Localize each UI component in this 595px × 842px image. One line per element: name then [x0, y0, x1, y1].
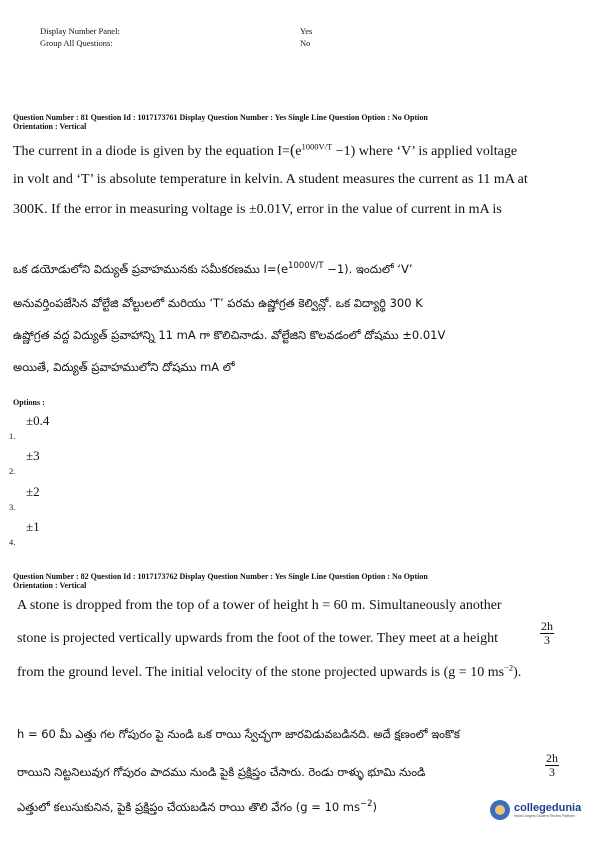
q81-option-1-text[interactable]: ±0.4 — [26, 413, 50, 428]
q81-option-4-text[interactable]: ±1 — [26, 519, 40, 534]
q81-option-4-num: 4. — [9, 537, 16, 547]
q82-te-line2: రాయిని నిట్టనిలువుగ గోపురం పాదము నుండి పైకి ప్రక్షిప్తం చేసారు. రెండు రాళ్ళు భూమి నుండి — [17, 765, 426, 779]
logo-name: collegedunia — [514, 801, 582, 814]
q81-option-2-text[interactable]: ±3 — [26, 448, 40, 463]
q82-en-line2: stone is projected vertically upwards from the foot of the tower. They meet at a height — [17, 631, 499, 646]
q81-te-line3: ఉష్ణోగ్రత వద్ద విద్యుత్ ప్రవాహాన్ని 11 mA గా కొలిచినాడు. వోల్టేజిని కొలవడంలో దోషము ±0.01V — [13, 328, 446, 342]
q82-te-line1: h = 60 మీ ఎత్తు గల గోపురం పై నుండి ఒక రాయి స్వేచ్ఛగా జారవిడువబడినది. అదే క్షణంలో ఇంకొక — [17, 727, 460, 741]
q81-option-3-num: 3. — [9, 502, 16, 512]
q82-en-fraction-numerator: 2h — [541, 619, 553, 633]
q81-option-3-text[interactable]: ±2 — [26, 484, 40, 499]
meta-value-display-number-panel: Yes — [300, 26, 313, 36]
logo-tagline: India's largest Student Review Platform — [514, 813, 575, 818]
q82-te-fraction-denominator: 3 — [549, 765, 555, 779]
q82-en-fraction-denominator: 3 — [544, 633, 550, 647]
q81-te-line1: ఒక డయోడులోని విద్యుత్ ప్రవాహమునకు సమీకరణము $I=(e^{1000V/T} -1)$. ఇందులో ‘V’ — [13, 261, 413, 276]
q82-te-fraction — [545, 752, 559, 779]
q82-te-fraction-numerator: 2h — [546, 751, 558, 765]
meta-value-group-all-questions: No — [300, 38, 311, 48]
meta-label-display-number-panel: Display Number Panel: — [40, 26, 120, 36]
q81-en-line1: The current in a diode is given by the equation $I=(e^{1000V/T} -1)$ where ‘V’ is applied voltage — [13, 141, 518, 159]
q81-en-line2: in volt and ‘T’ is absolute temperature in kelvin. A student measures the current as 11 mA at — [13, 172, 528, 187]
q81-en-line3: 300K. If the error in measuring voltage is ±0.01V, error in the value of current in mA is — [13, 202, 502, 217]
q82-header-line1: Question Number : 82 Question Id : 1017173762 Display Question Number : Yes Single Line Question Option : No Option — [13, 572, 428, 581]
q81-header-line2: Orientation : Vertical — [13, 122, 87, 131]
mascot-icon — [490, 800, 510, 820]
q81-option-2-num: 2. — [9, 466, 16, 476]
q82-en-line1: A stone is dropped from the top of a tower of height h = 60 m. Simultaneously another — [17, 598, 502, 613]
q82-header-line2: Orientation : Vertical — [13, 581, 87, 590]
q82-te-line3: ఎత్తులో కలుసుకునిన, పైకి ప్రక్షిప్తం చేయబడిన రాయి తొలి వేగం (g = 10 $ms^{-2}$) — [17, 799, 378, 814]
q82-en-fraction — [540, 620, 554, 647]
q81-te-line2: అనువర్తింపజేసిన వోల్టేజి వోల్టులలో మరియు ‘T’ పరమ ఉష్ణోగ్రత కెల్విన్లో. ఒక విద్యార్థి 300 K — [13, 296, 423, 310]
q81-option-1-num: 1. — [9, 431, 16, 441]
q81-header-line1: Question Number : 81 Question Id : 1017173761 Display Question Number : Yes Single Line Question Option : No Option — [13, 113, 428, 122]
q81-options-label: Options : — [13, 398, 45, 407]
collegedunia-logo — [490, 800, 581, 820]
meta-label-group-all-questions: Group All Questions: — [40, 38, 113, 48]
q82-en-line3: from the ground level. The initial velocity of the stone projected upwards is (g = 10 $ms^{-2}$). — [17, 662, 522, 680]
q81-te-line4: అయితే, విద్యుత్ ప్రవాహములోని దోషము mA లో — [13, 360, 235, 374]
